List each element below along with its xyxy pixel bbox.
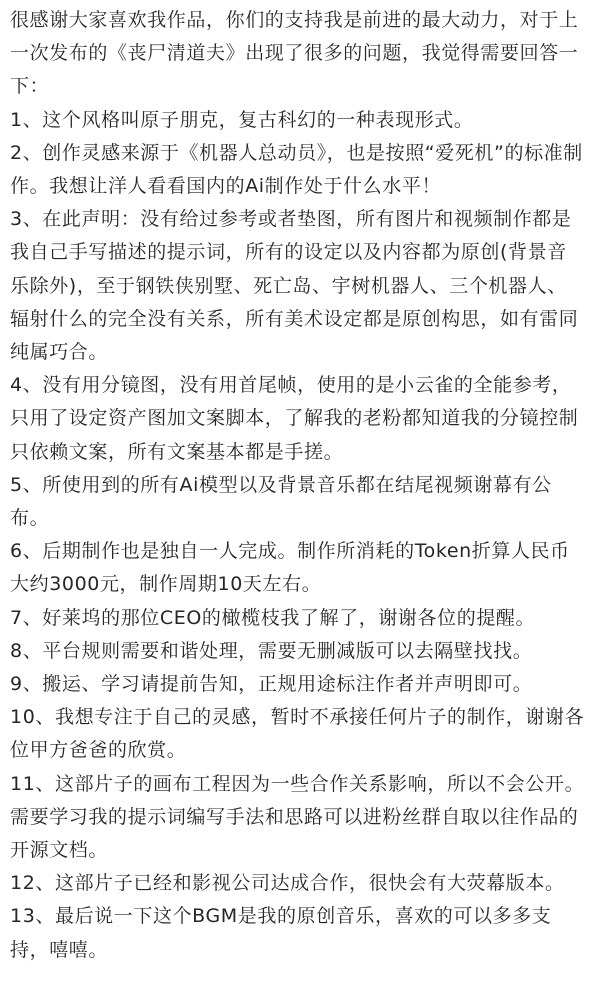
list-item-12: 12、这部片子已经和影视公司达成合作，很快会有大荧幕版本。 [10,872,565,895]
list-item-4: 4、没有用分镜图，没有用首尾帧，使用的是小云雀的全能参考，只用了设定资产图加文案脚本，了解我的老粉都知道我的分镜控制只依赖文案，所有文案基本都是手搓。 [10,374,579,463]
list-item-7: 7、好莱坞的那位CEO的橄榄枝我了解了，谢谢各位的提醒。 [10,606,536,629]
list-item-10: 10、我想专注于自己的灵感，暂时不承接任何片子的制作，谢谢各位甲方爸爸的欣赏。 [10,706,585,762]
list-item-1: 1、这个风格叫原子朋克，复古科幻的一种表现形式。 [10,108,474,131]
list-item-3: 3、在此声明：没有给过参考或者垫图，所有图片和视频制作都是我自己手写描述的提示词，所有的设定以及内容都为原创(背景音乐除外)，至于钢铁侠别墅、死亡岛、宇树机器人、三个机器人、辐射什么的完全没有关系，所有美术设定都是原创构思，如有雷同纯属巧合。 [10,208,579,364]
list-item-11: 11、这部片子的画布工程因为一些合作关系影响，所以不会公开。需要学习我的提示词编写手法和思路可以进粉丝群自取以往作品的开源文档。 [10,772,585,862]
intro-paragraph: 很感谢大家喜欢我作品，你们的支持我是前进的最大动力，对于上一次发布的《丧尸清道夫》出现了很多的问题，我觉得需要回答一下： [10,9,579,98]
list-item-8: 8、平台规则需要和谐处理，需要无删减版可以去隔壁找找。 [10,639,533,662]
list-item-2: 2、创作灵感来源于《机器人总动员》，也是按照“爱死机”的标准制作。我想让洋人看看国内的Ai制作处于什么水平！ [10,141,583,198]
list-item-6: 6、后期制作也是独自一人完成。制作所消耗的Token折算人民币大约3000元，制作周期10天左右。 [10,540,570,596]
list-item-13: 13、最后说一下这个BGM是我的原创音乐，喜欢的可以多多支持，嘻嘻。 [10,905,552,961]
list-item-5: 5、所使用到的所有Ai模型以及背景音乐都在结尾视频谢幕有公布。 [10,473,552,530]
list-item-9: 9、搬运、学习请提前告知，正规用途标注作者并声明即可。 [10,673,533,696]
